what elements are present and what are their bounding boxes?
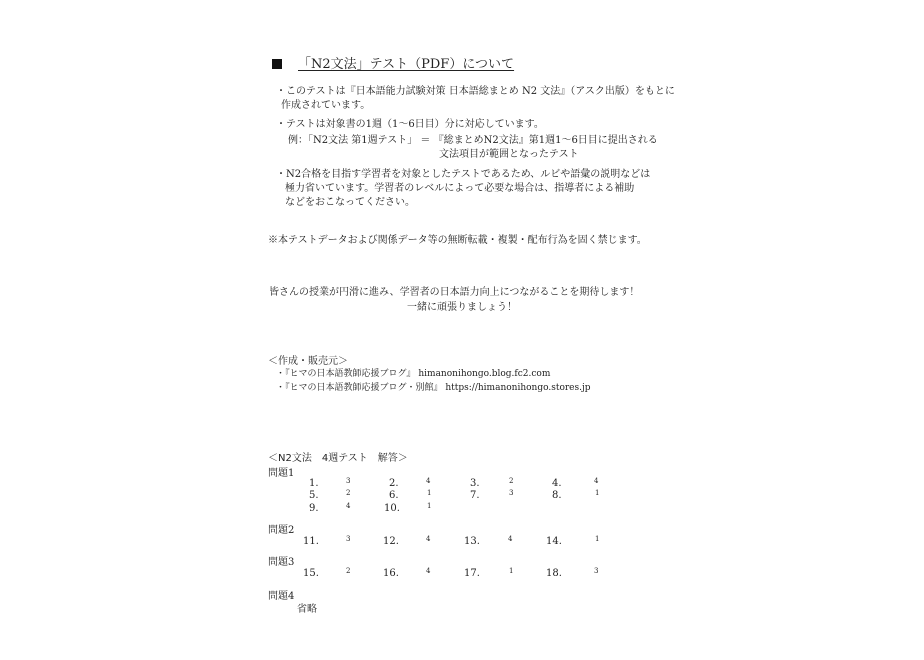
answer-number: 11.: [303, 536, 319, 547]
answer-value: 4: [426, 477, 431, 485]
publisher-link-store[interactable]: ・『ヒマの日本語教師応援ブログ・別館』 https://himanonihongo.stores.jp: [276, 383, 591, 393]
intro-bullet-1-line-1: ・このテストは『日本語能力試験対策 日本語総まとめ N2 文法』（アスク出版）をもとに: [276, 86, 675, 97]
answer-value: 3: [594, 567, 599, 575]
answer-number: 18.: [546, 568, 562, 579]
intro-bullet-2-line-1: ・テストは対象書の1週（1～6日目）分に対応しています。: [276, 119, 544, 130]
publisher-link-blog[interactable]: ・『ヒマの日本語教師応援ブログ』 himanonihongo.blog.fc2.com: [276, 369, 551, 379]
answer-number: 1.: [309, 478, 319, 489]
question-group-1-label: 問題1: [268, 468, 295, 479]
answer-number: 6.: [389, 490, 399, 501]
answer-value: 2: [509, 477, 514, 485]
answers-heading: ＜N2文法 4週テスト 解答＞: [268, 453, 408, 464]
answer-value: 3: [346, 535, 351, 543]
publisher-heading: ＜作成・販売元＞: [268, 356, 348, 367]
answer-number: 5.: [309, 490, 319, 501]
answer-value: 4: [346, 502, 351, 510]
answer-value: 2: [346, 489, 351, 497]
answer-value: 2: [346, 567, 351, 575]
answer-value: 1: [427, 489, 432, 497]
section-title: [272, 53, 514, 72]
answer-number: 16.: [383, 568, 399, 579]
closing-message-line-2: 一緒に頑張りましょう！: [407, 302, 517, 313]
intro-bullet-3-line-1: ・N2合格を目指す学習者を対象としたテストであるため、ルビや語彙の説明などは: [276, 169, 651, 180]
answer-number: 7.: [470, 490, 480, 501]
answer-number: 12.: [383, 536, 399, 547]
answer-number: 15.: [303, 568, 319, 579]
answer-number: 17.: [464, 568, 480, 579]
closing-message-line-1: 皆さんの授業が円滑に進み、学習者の日本語力向上につながることを期待します！: [269, 287, 640, 298]
answer-value: 4: [426, 535, 431, 543]
question-group-3-label: 問題3: [268, 557, 295, 568]
answer-value: 3: [509, 489, 514, 497]
copyright-notice: ※本テストデータおよび関係データ等の無断転載・複製・配布行為を固く禁じます。: [268, 235, 647, 246]
answer-number: 9.: [309, 503, 319, 514]
answer-number: 14.: [546, 536, 562, 547]
answer-value: 3: [346, 477, 351, 485]
answer-value: 1: [595, 489, 600, 497]
answer-value: 1: [595, 535, 600, 543]
answer-number: 2.: [389, 478, 399, 489]
title-text: 「N2文法」テスト（PDF）について: [298, 57, 515, 72]
answer-number: 10.: [384, 503, 400, 514]
answer-value: 4: [426, 567, 431, 575]
answer-number: 13.: [464, 536, 480, 547]
answer-number: 8.: [552, 490, 562, 501]
question-group-4-answer: 省略: [297, 604, 317, 615]
question-group-4-label: 問題4: [268, 591, 295, 602]
intro-bullet-3-line-3: などをおこなってください。: [285, 197, 415, 208]
answer-number: 3.: [470, 478, 480, 489]
intro-example-line-1: 例：「N2文法 第1週テスト」 ＝ 『総まとめN2文法』第1週1～6日目に提出される: [288, 135, 658, 146]
intro-bullet-3-line-2: 極力省いています。学習者のレベルによって必要な場合は、指導者による補助: [285, 183, 635, 194]
answer-value: 4: [508, 535, 513, 543]
answer-value: 1: [509, 567, 514, 575]
square-bullet-icon: [272, 59, 282, 69]
answer-number: 4.: [552, 478, 562, 489]
intro-bullet-1-line-2: 作成されています。: [281, 100, 371, 111]
answer-value: 1: [427, 502, 432, 510]
question-group-2-label: 問題2: [268, 525, 295, 536]
intro-example-line-2: 文法項目が範囲となったテスト: [439, 149, 579, 160]
answer-value: 4: [594, 477, 599, 485]
